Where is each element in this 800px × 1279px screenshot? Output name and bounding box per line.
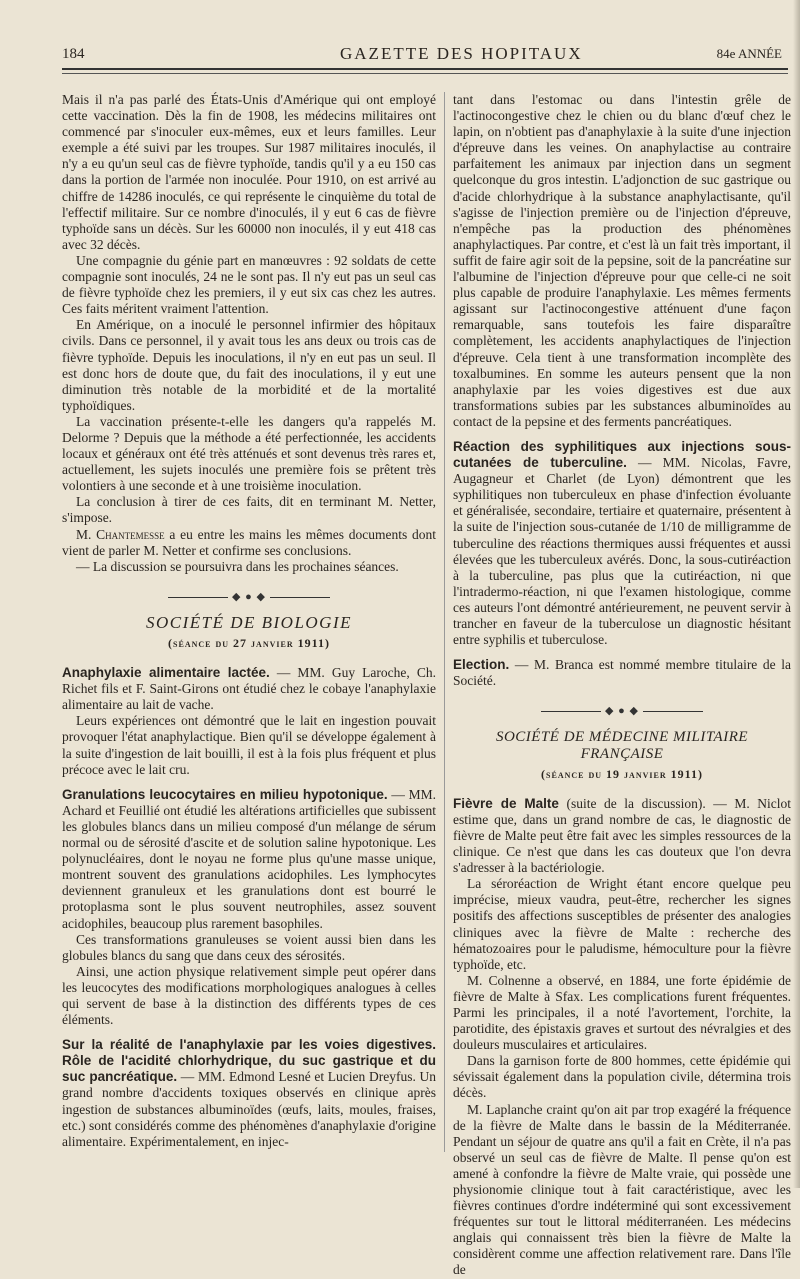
section-ornament: ◆ ● ◆ <box>62 589 436 605</box>
paragraph: Leurs expériences ont démontré que le lait en ingestion pouvait provoquer l'état anaphylactique. Bien qu'il se développe également à la suite d'ingestion de lait bouilli, il est à la fois plus fréquent et plus précoce avec le lait cru. <box>62 713 436 777</box>
paragraph: La conclusion à tirer de ces faits, dit en terminant M. Netter, s'impose. <box>62 494 436 526</box>
header-rule-thin <box>62 73 788 74</box>
article-text: — MM. Guy Laroche, Ch. Richet fils et F. Saint-Girons ont étudié chez le cobaye l'anaphylaxie alimentaire au lait de vache. <box>62 665 436 713</box>
paragraph: En Amérique, on a inoculé le personnel infirmier des hôpitaux civils. Dans ce personnel, il y avait tous les ans deux ou trois cas de fièvre typhoïde. Depuis les inoculations, il n'y en eut pas un seul. Il est donc hors de doute que, du fait des inoculations, il y eut une diminution très notable de la morbidité et de la mortalité typhoïdiques. <box>62 317 436 413</box>
left-column <box>62 92 436 1150</box>
article-text: — MM. Achard et Feuillié ont étudié les altérations artificielles que subissent les globules blancs dans un milieu composé d'un mélange de sérum normal ou de sérosité d'ascite et de solution saline hypotonique. Les polynucléaires, dont le noyau ne forme plus qu'une masse unique, montrent souvent des granulations acidophiles. Les lymphocytes deviennent granuleux et les granulations dont est bourré le protoplasma sont le plus souvent neutrophiles, assez souvent acidophiles, beaucoup plus rarement basophiles. <box>62 786 436 931</box>
paragraph: Une compagnie du génie part en manœuvres : 92 soldats de cette compagnie sont inoculés, 24 ne le sont pas. Il n'y eut pas un seul cas de fièvre typhoïde chez les premiers, il y eut six cas chez les autres. Ces faits méritent vraiment l'attention. <box>62 252 436 317</box>
article-text: — MM. Edmond Lesné et Lucien Dreyfus. Un grand nombre d'accidents toxiques observés en clinique après ingestion de substances albuminoïdes (œufs, laits, moules, fraises, etc.) sont considérés comme des phénomènes d'anaphylaxie d'origine alimentaire. Expérimentalement, en injec- <box>62 1069 437 1149</box>
paragraph: Ces transformations granuleuses se voient aussi bien dans les globules blancs du sang que dans ceux des sérosités. <box>62 931 436 963</box>
paragraph: La séroréaction de Wright étant encore quelque peu imprécise, mieux vaudra, peut-être, rechercher les signes positifs des affections susceptibles de présenter des analogies cliniques avec la fièvre de Malte : recherche des hématozoaires pour le paludisme, hémoculture pour la fièvre typhoïde, etc. <box>453 876 791 972</box>
article-title: Election. <box>453 657 510 673</box>
article-title: Fièvre de Malte <box>453 795 559 811</box>
page-edge-shadow <box>793 0 800 1188</box>
seance-date: (séance du 19 janvier 1911) <box>541 766 703 781</box>
article <box>62 665 436 713</box>
header-rule-thick <box>62 68 788 70</box>
article-text: — M. Branca est nommé membre titulaire de la Société. <box>453 657 791 689</box>
article <box>453 439 791 648</box>
journal-year: 84e ANNÉE <box>716 46 782 61</box>
article-title: Anaphylaxie alimentaire lactée. <box>62 665 270 681</box>
paragraph: M. Laplanche craint qu'on ait par trop exagéré la fréquence de la fièvre de Malte dans le bassin de la Méditerranée. Pendant un séjour de quatre ans qu'il a fait en Crète, il n'a pas observé un seul cas de fièvre de Malte. Il pense qu'on est amené à confondre la fièvre de Malte vraie, qui possède une physionomie clinique tout à fait caractéristique, avec les fièvres continues d'ordre indéterminé qui sont excessivement fréquentes sur tout le littoral méditerranéen. Les médecins anglais qui connaissent très bien la fièvre de Malte la considèrent comme une affection relativement rare. Dans l'île de <box>453 1101 791 1278</box>
article <box>453 796 791 876</box>
paragraph: M. Colnenne a observé, en 1884, une forte épidémie de fièvre de Malte à Sfax. Les complications furent fréquentes. Parmi les principales, il a noté l'avortement, l'orchite, la parotidite, des épistaxis graves et surtout des névralgies et des douleurs musculaires et articulaires. <box>453 972 791 1053</box>
right-column <box>453 92 791 1279</box>
page-header <box>62 44 790 66</box>
paragraph: — La discussion se poursuivra dans les prochaines séances. <box>76 558 399 574</box>
journal-title: GAZETTE DES HOPITAUX <box>340 44 583 63</box>
article <box>453 657 791 689</box>
paragraph: Ainsi, une action physique relativement simple peut opérer dans les leucocytes des modifications morphologiques analogues à celles qui servent de base à la distinction des différents types de ces éléments. <box>62 963 436 1028</box>
article-title: Granulations leucocytaires en milieu hypotonique. <box>62 786 388 802</box>
paragraph: Dans la garnison forte de 800 hommes, cette épidémie qui sévissait également dans la population civile, détermina trois décès. <box>453 1053 791 1101</box>
seance-date: (séance du 27 janvier 1911) <box>168 636 330 650</box>
column-divider <box>444 92 445 1152</box>
paragraph: tant dans l'estomac ou dans l'intestin grêle de l'actinocongestive chez le chien ou du blanc d'œuf chez le lapin, on n'obtient pas d'anaphylaxie à la suite d'une injection d'épreuve dans les veines. On anaphylactise au contraire parfaitement les animaux par injection dans un segment quelconque du gros intestin. L'adjonction de suc gastrique ou d'acide chlorhydrique à la substance anaphylactisante, qu'il s'agisse de l'injection première ou de l'injection d'épreuve, n'empêche pas la production des phénomènes anaphylactiques. Par contre, et c'est là un fait très important, il suffit de faire agir soit de la pepsine, soit de la pancréatine sur l'albumine de l'injection d'épreuve pour que celle-ci ne soit plus capable de produire l'anaphylaxie. Les mêmes ferments agissant sur l'actinocongestive atténuent d'une façon remarquable, sans toutefois les faire disparaître complètement, les accidents anaphylactiques de l'injection d'épreuve. Cela tient à une transformation incomplète des toxalbumines. En somme les auteurs pensent que la non anaphylaxie par les voies digestives est due aux transformations subies par les substances albuminoïdes au contact de la pepsine et des ferments pancréatiques. <box>453 92 791 429</box>
paragraph: Mais il n'a pas parlé des États-Unis d'Amérique qui ont employé cette vaccination. Dès la fin de 1908, les médecins militaires ont commencé par s'inoculer eux-mêmes, eux et leurs familles. Leur exemple a été suivi par les troupes. Sur 1987 militaires inoculés, il n'y a eu qu'un seul cas de fièvre typhoïde, tandis qu'il y a eu 150 cas dans la portion de l'armée non inoculée. Pour 1910, on est arrivé au chiffre de 14286 inoculés, ce qui représente le cinquième du total de l'effectif militaire. Sur ce nombre d'inoculés, il y eut 6 cas de fièvre typhoïde sans un décès. Sur les 60000 non inoculés, il y eut 418 cas avec 32 décès. <box>62 92 436 252</box>
article-text: (suite de la discussion). — M. Niclot estime que, dans un grand nombre de cas, le diagnostic de fièvre de Malte peut être fait avec les simples ressources de la clinique. Ce n'est que dans les cas douteux que l'on devra s'adresser à la bactériologie. <box>453 795 791 876</box>
author-name: M. Chantemesse <box>76 526 165 542</box>
society-heading: SOCIÉTÉ DE BIOLOGIE <box>145 612 353 632</box>
article <box>62 1037 436 1150</box>
section-ornament: ◆ ● ◆ <box>453 703 791 719</box>
paragraph: La vaccination présente-t-elle les dangers qu'a rappelés M. Delorme ? Depuis que la méthode a été perfectionnée, les accidents locaux et généraux ont été très atténués et sont devenus très rares et, actuellement, les sujets inoculés une première fois se prêtent très volontiers à une seconde et à une troisième inoculation. <box>62 413 436 494</box>
article <box>62 787 436 932</box>
paragraph-text: a eu entre les mains les mêmes documents dont vient de parler M. Netter et confirme ses conclusions. <box>62 526 437 558</box>
article-title: Réaction des syphilitiques aux injections sous-cutanées de tuberculine. <box>453 438 791 471</box>
society-heading: SOCIÉTÉ DE MÉDECINE MILITAIRE FRANÇAISE <box>495 729 749 762</box>
page-number: 184 <box>62 46 85 62</box>
paragraph <box>62 527 436 559</box>
article-text: — MM. Nicolas, Favre, Augagneur et Charlet (de Lyon) démontrent que les syphilitiques non tuberculeux en phase d'infection évoluante et généralisée, secondaire, tertiaire et quaternaire, présentent à la suite de l'injection sous-cutanée de 1/10 de milligramme de tuberculine des réactions thermiques aussi fréquentes et aussi élevées que les tuberculeux avérés. Donc, la sous-cutiréaction à la tuberculine, pas plus que la cutiréaction, ni que l'intradermo-réaction, ni que l'examen histologique, comme ces auteurs l'ont démontré antérieurement, ne peuvent servir à trancher en faveur de la tuberculose un diagnostic hésitant entre syphilis et tuberculose. <box>453 455 791 648</box>
article-title: Sur la réalité de l'anaphylaxie par les voies digestives. Rôle de l'acidité chlorhydrique, du suc gastrique et du suc pancréatique. <box>62 1037 436 1085</box>
